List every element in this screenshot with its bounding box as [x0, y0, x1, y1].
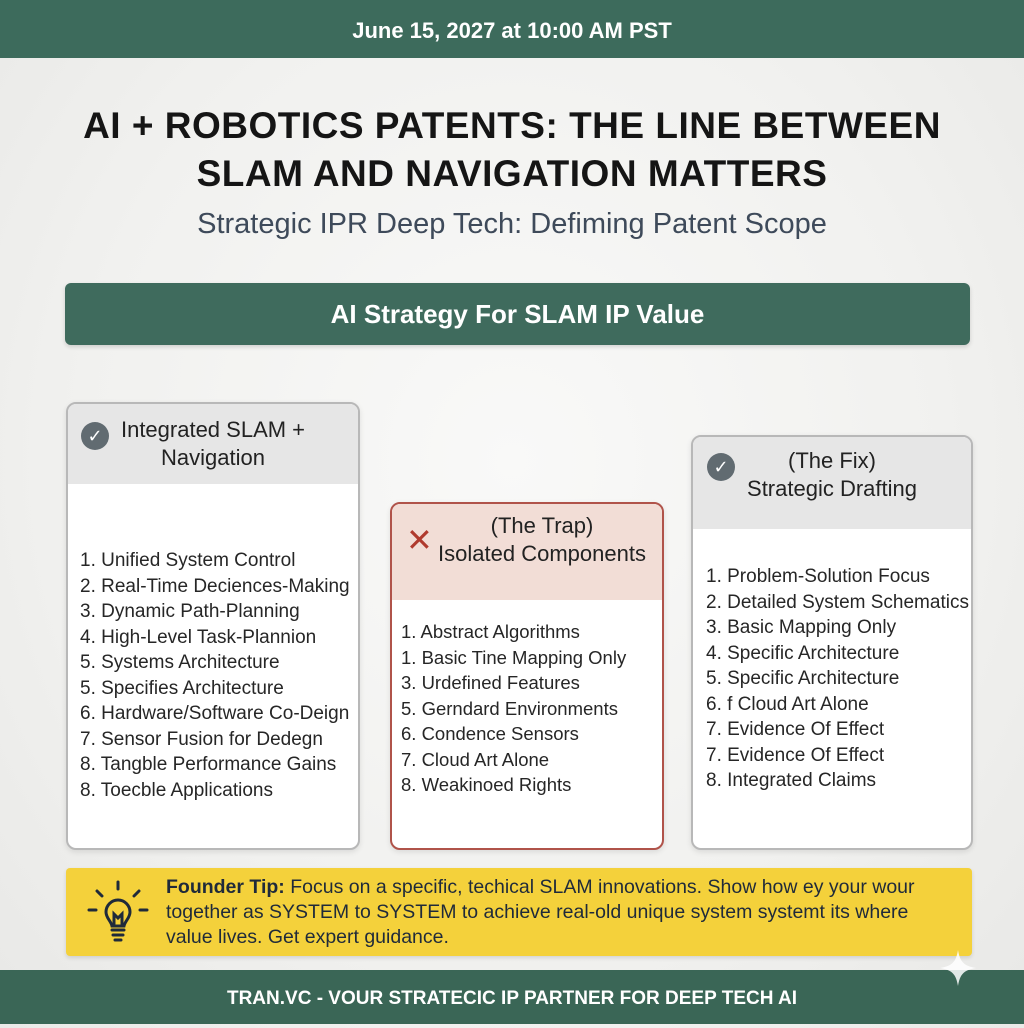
card-integrated-title-line-1: Integrated SLAM + [120, 417, 306, 442]
list-item: 7. Evidence Of Effect [706, 719, 885, 740]
check-circle-icon: ✓ [707, 453, 735, 481]
section-banner: AI Strategy For SLAM IP Value [65, 283, 970, 345]
list-item: 1. Abstract Algorithms [401, 621, 580, 642]
date-header-bar [0, 0, 1024, 58]
card-fix-header [693, 437, 971, 529]
list-item: 4. High-Level Task-Plannion [80, 626, 317, 648]
founder-tip-label: Founder Tip: [166, 876, 285, 898]
card-integrated-title-line-2: Navigation [161, 445, 265, 470]
card-integrated-header [68, 404, 358, 484]
list-item: 6. f Cloud Art Alone [706, 693, 869, 715]
page-title-line-1: AI + ROBOTICS PATENTS: THE LINE BETWEEN [83, 105, 941, 146]
card-trap [390, 502, 664, 850]
list-item: 3. Basic Mapping Only [706, 617, 897, 638]
list-item: 6. Hardware/Software Co-Deign [80, 703, 350, 724]
list-item: 2. Real-Time Deciences-Making [80, 575, 350, 597]
list-item: 7. Cloud Art Alone [401, 748, 550, 770]
list-item: 2. Detailed System Schematics [706, 591, 969, 613]
list-item: 1. Unified System Control [80, 550, 296, 571]
card-trap-title-line-1: (The Trap) [490, 513, 594, 538]
founder-tip-text [166, 875, 956, 950]
footer-bar [0, 970, 1024, 1024]
card-integrated [66, 402, 360, 850]
card-fix-title-line-1: (The Fix) [788, 448, 876, 473]
check-circle-icon: ✓ [81, 422, 109, 450]
footer-text: TRAN.VC - VOUR STRATECIC IP PARTNER FOR DEEP TECH AI [226, 988, 798, 1009]
list-item: 4. Specific Architecture [706, 642, 900, 664]
event-date: June 15, 2027 at 10:00 AM PST [352, 18, 672, 43]
card-trap-title-line-2: Isolated Components [438, 541, 646, 566]
card-integrated-list [80, 548, 350, 803]
list-item: 7. Evidence Of Effect [706, 744, 885, 766]
card-fix-list [706, 564, 969, 794]
list-item: 3. Dynamic Path-Planning [80, 601, 300, 622]
card-fix-title-line-2: Strategic Drafting [747, 476, 917, 501]
list-item: 3. Urdefined Features [401, 672, 580, 693]
list-item: 1. Basic Tine Mapping Only [401, 646, 627, 668]
list-item: 5. Systems Architecture [80, 652, 280, 673]
list-item: 8. Toecble Applications [80, 779, 273, 801]
x-mark-icon: ✕ [406, 522, 433, 558]
list-item: 8. Tangble Performance Gains [80, 754, 337, 775]
list-item: 6. Condence Sensors [401, 723, 579, 744]
page-subtitle: Strategic IPR Deep Tech: Defiming Patent Scope [197, 208, 827, 240]
sparkle-icon [938, 948, 978, 988]
list-item: 8. Weakinoed Rights [401, 774, 572, 795]
list-item: 5. Specifies Architecture [80, 677, 284, 699]
card-trap-header [392, 504, 662, 600]
page-title [60, 102, 964, 198]
founder-tip-body: Focus on a specific, techical SLAM innovations. Show how ey your wour together as SYSTEM to SYSTEM to achieve real-old unique system systemt its where value lives. Get expert guidance. [166, 876, 915, 948]
founder-tip-box [66, 868, 972, 956]
card-fix [691, 435, 973, 850]
card-trap-list [401, 619, 626, 798]
list-item: 1. Problem-Solution Focus [706, 566, 930, 587]
list-item: 5. Specific Architecture [706, 668, 900, 689]
lightbulb-icon [86, 880, 150, 944]
list-item: 8. Integrated Claims [706, 770, 877, 791]
page-title-line-2: SLAM AND NAVIGATION MATTERS [196, 153, 828, 194]
list-item: 5. Gerndard Environments [401, 697, 618, 719]
list-item: 7. Sensor Fusion for Dedegn [80, 728, 323, 750]
